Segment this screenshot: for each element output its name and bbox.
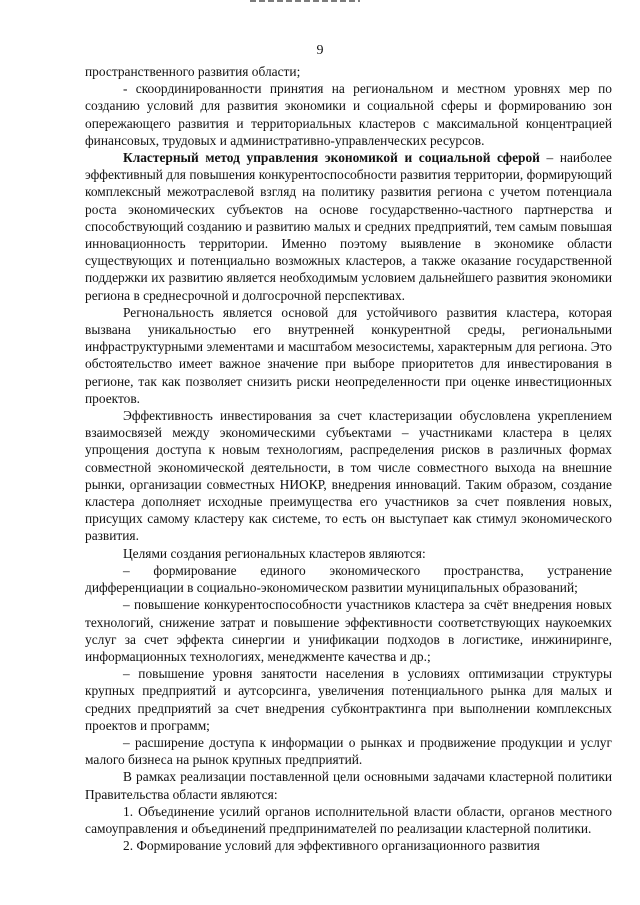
paragraph-5: Эффективность инвестирования за счет кластеризации обусловлена укреплением взаимосвязей между экономическими субъектами – участниками кластера в целях упрощения доступа к новым технологиям, распределения рисков в различных формах совместной экономической деятельности, в том числе совместного выхода на внешние рынки, организации совместных НИОКР, внедрения инноваций. Таким образом, создание кластера дополняет исходные преимущества его участников за счет появления новых, присущих самому кластеру как системе, то есть он выступает как стимул экономического развития. <box>85 408 612 544</box>
paragraph-6: Целями создания региональных кластеров являются: <box>123 545 426 561</box>
page-number: 9 <box>316 43 324 58</box>
paragraph-7: – формирование единого экономического пространства, устранение дифференциации в социально-экономическом развитии муниципальных образований; <box>85 562 612 596</box>
scan-edge-mark <box>250 0 360 2</box>
paragraph-12: 1. Объединение усилий органов исполнительной власти области, органов местного самоуправления и объединений предпринимателей по реализации кластерной политики. <box>85 803 612 836</box>
paragraph-8: – повышение конкурентоспособности участников кластера за счёт внедрения новых технологий, снижение затрат и повышение эффективности соответствующих наукоемких услуг за счет эффекта синергии и унификации подходов в логистике, инжиниринге, информационных технологиях, менеджменте качества и др.; <box>85 597 612 664</box>
paragraph-11: В рамках реализации поставленной цели основными задачами кластерной политики Правительства области являются: <box>85 769 612 802</box>
paragraph-10: – расширение доступа к информации о рынках и продвижение продукции и услуг малого бизнеса на рынок крупных предприятий. <box>85 734 612 768</box>
paragraph-4: Регнональность является основой для устойчивого развития кластера, которая вызвана уникальностью его внутренней конкурентной среды, региональными инфраструктурными элементами и масштабом мезосистемы, характерным для региона. Это обстоятельство имеет важное значение при выборе приоритетов для инвестирования в регионе, так как позволяет снизить риски неопределенности при оценке инвестиционных проектов. <box>85 304 612 406</box>
paragraph-9: – повышение уровня занятости населения в условиях оптимизации структуры крупных предприятий и аутсорсинга, увеличения потенциального рынка для малых и средних предприятий за счет внедрения субконтрактинга при выполнении комплексных проектов и программ; <box>85 666 612 733</box>
paragraph-3 <box>85 149 612 304</box>
paragraph-1: пространственного развития области; <box>85 64 301 79</box>
paragraph-3-heading: Кластерный метод управления экономикой и социальной сферой <box>123 150 540 166</box>
document-body <box>85 63 612 854</box>
paragraph-2: - скоординированности принятия на региональном и местном уровнях мер по созданию условий для развития экономики и социальной сферы и формированию зон опережающего развития и территориальных кластеров с максимальной концентрацией финансовых, трудовых и административно-управленческих ресурсов. <box>85 81 612 148</box>
paragraph-3-text: – наиболее эффективный для повышения конкурентоспособности развития территории, формирующий комплексный межотраслевой взгляд на политику развития региона с учетом потенциала роста экономических субъектов на основе государственно-частного партнерства и способствующий созданию и развитию малых и средних предприятий, тем самым повышая инновационность территории. Именно поэтому выявление в экономике области существующих и потенциально возможных кластеров, а также оказание государственной поддержки их развитию является необходимым условием дальнейшего развития экономики региона в среднесрочной и долгосрочной перспективах. <box>85 150 612 303</box>
paragraph-13: 2. Формирование условий для эффективного организационного развития <box>123 838 540 854</box>
